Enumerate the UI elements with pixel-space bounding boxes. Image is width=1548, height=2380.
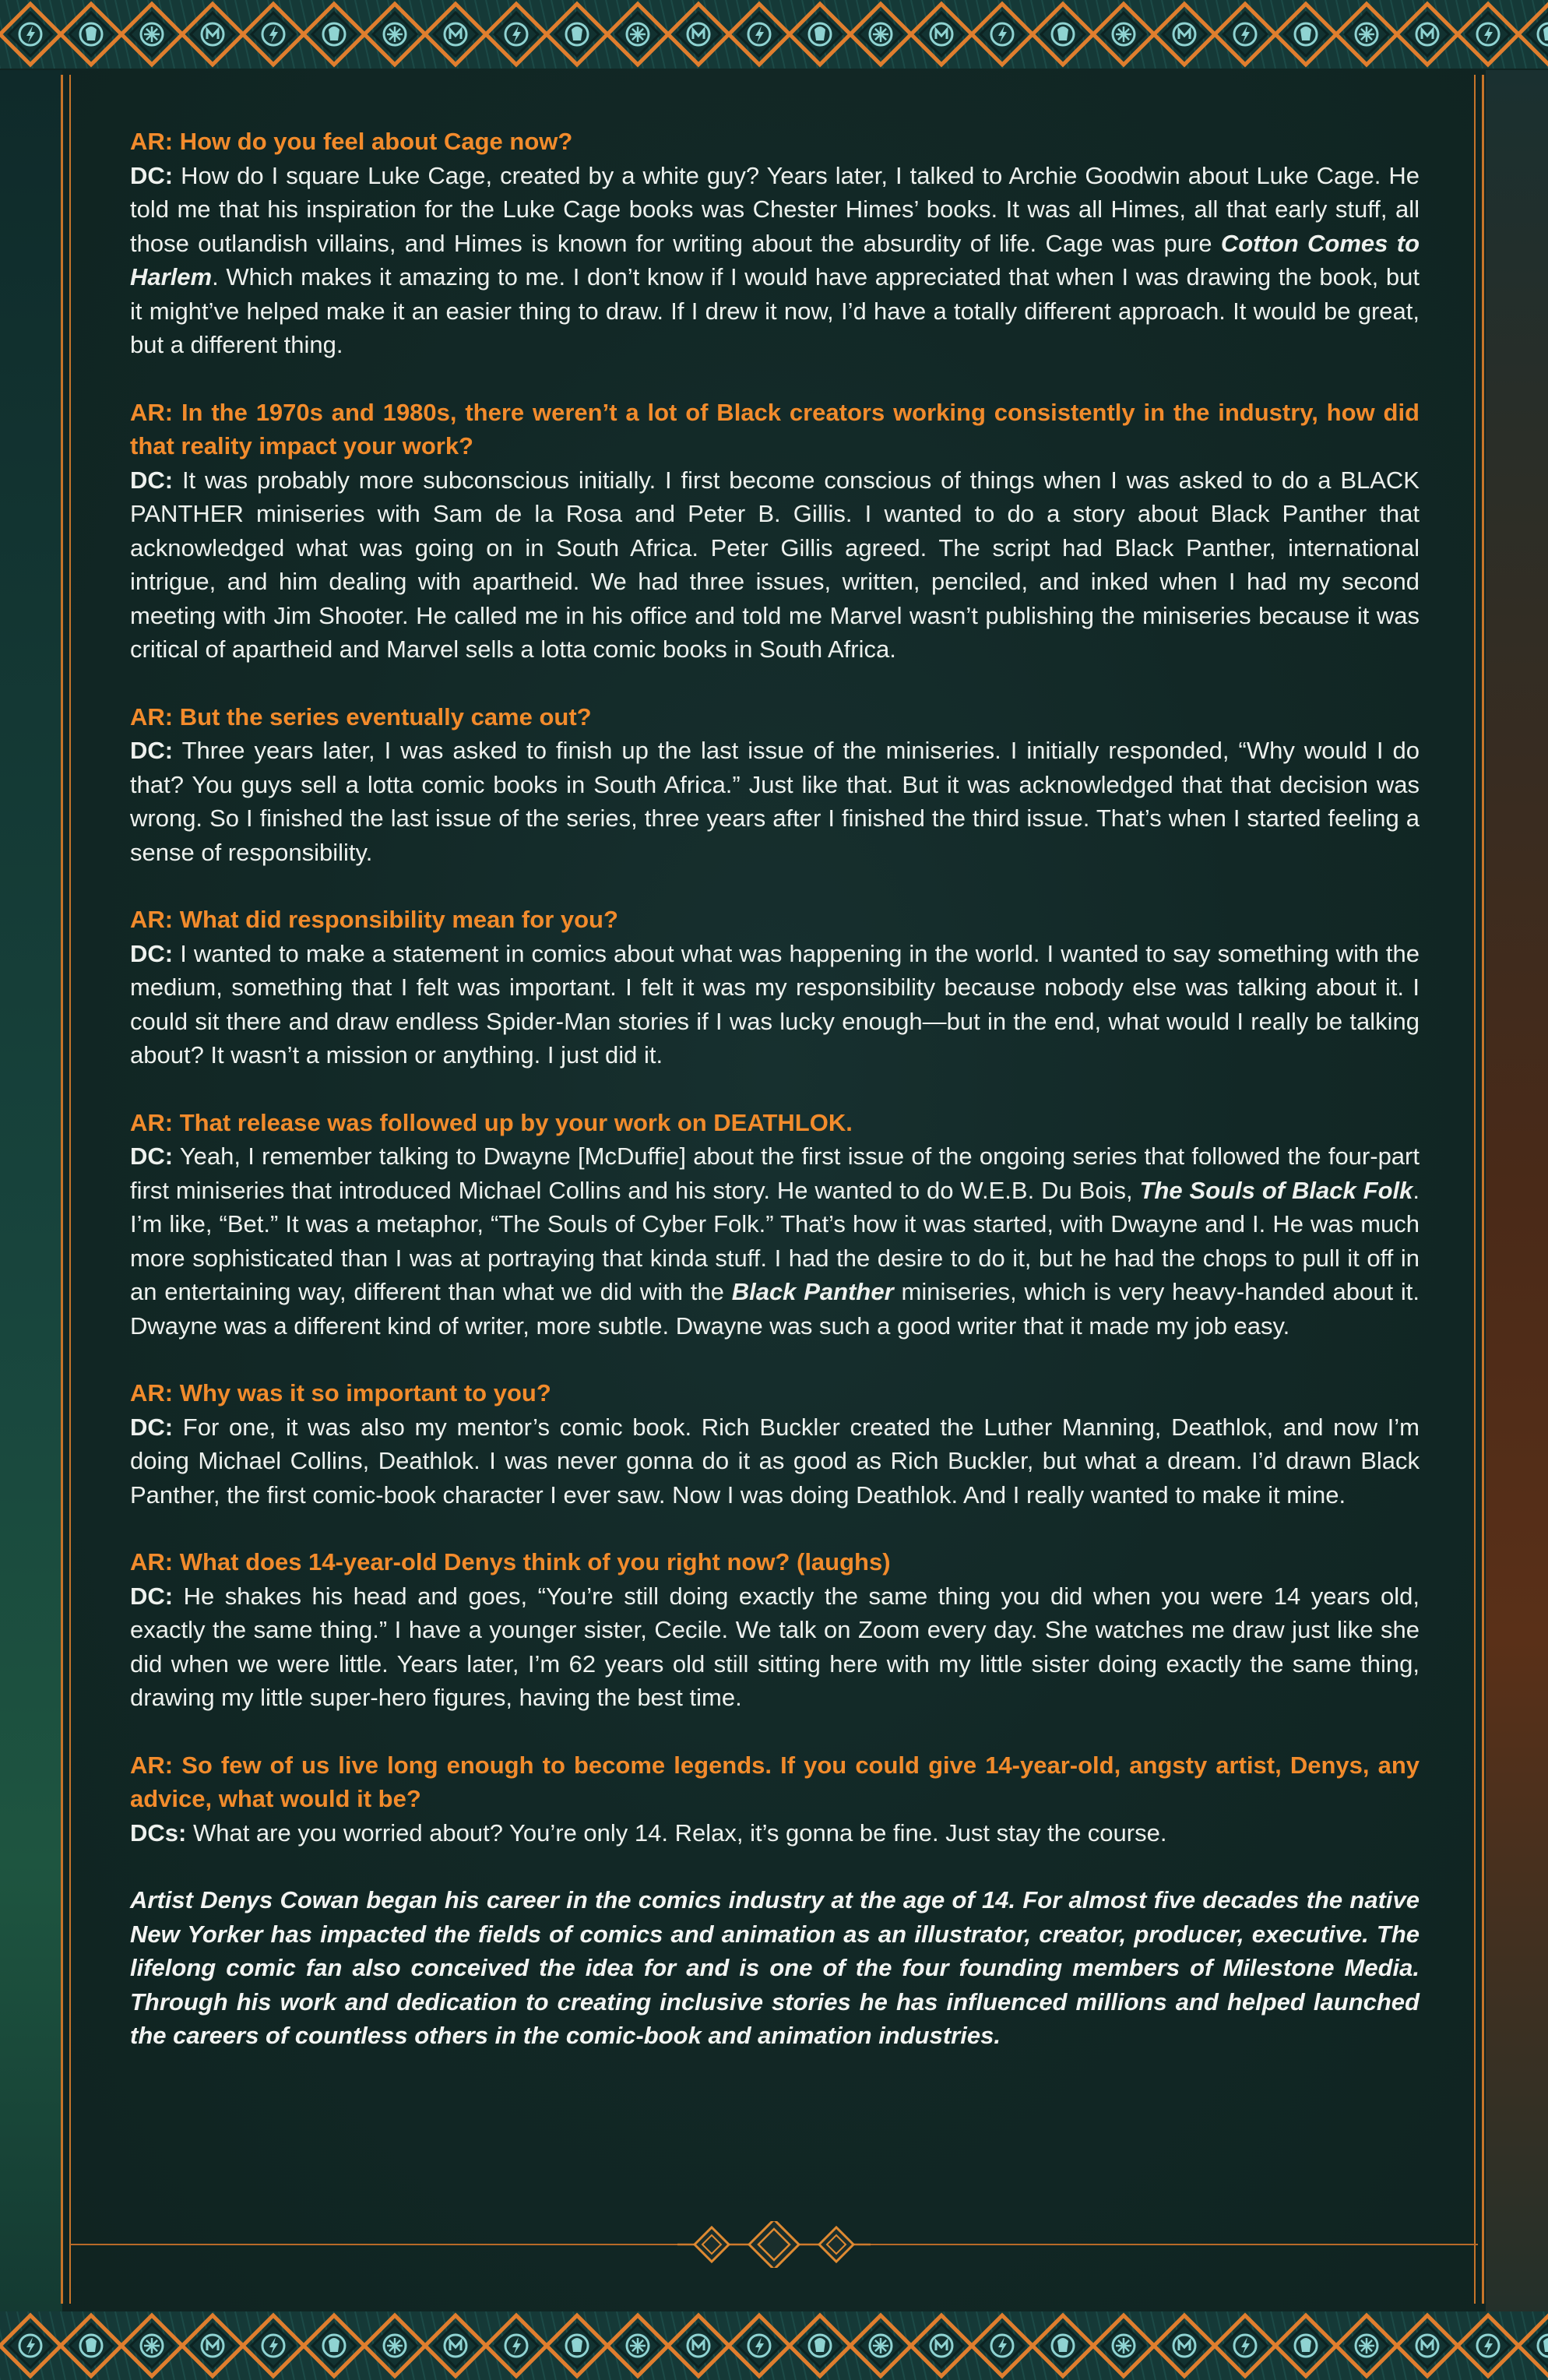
answer-text — [130, 1139, 1420, 1343]
qa-block — [130, 125, 1420, 362]
qa-block — [130, 1106, 1420, 1343]
speaker-label: DC: — [130, 1582, 174, 1610]
answer-segment: For one, it was also my mentor’s comic book. Rich Buckler created the Luther Manning, Deathlok, and now I’m doing Michael Collins, Deathlok. I was never gonna do it as good as Rich Buckler, but what a dream. I’d drawn Black Panther, the first comic-book character I ever saw. Now I was doing Deathlok. And I really wanted to make it mine. — [130, 1413, 1420, 1509]
answer-segment: I wanted to make a statement in comics about what was happening in the world. I wanted to say something with the medium, something that I felt was important. I felt it was my responsibility because nobody else was talking about it. I could sit there and draw endless Spider-Man stories if I was lucky enough—but in the end, what would I really be talking about? It wasn’t a mission or anything. I just did it. — [130, 939, 1420, 1069]
question-heading: AR: But the series eventually came out? — [130, 702, 592, 731]
diamond-ornament-right — [819, 2227, 853, 2262]
speaker-label: DC: — [130, 466, 174, 494]
speaker-label: DC: — [130, 1413, 174, 1441]
qa-block — [130, 1376, 1420, 1512]
bottom-decorative-band — [0, 2311, 1548, 2380]
qa-block — [130, 1748, 1420, 1850]
title-italic: Black Panther — [731, 1278, 894, 1305]
author-bio: Artist Denys Cowan began his career in the comics industry at the age of 14. For almost five decades the native New Yorker has impacted the fields of comics and animation as an illustrator, creator, producer, executive. The lifelong comic fan also conceived the idea for and is one of the four founding members of Milestone Media. Through his work and dedication to creating inclusive stories he has influenced millions and helped launched the careers of countless others in the comic-book and animation industries. — [130, 1886, 1420, 2049]
qa-block — [130, 1545, 1420, 1715]
speaker-label: DC: — [130, 737, 174, 764]
answer-segment: . I’m like, “Bet.” It was a metaphor, “The Souls of Cyber Folk.” That’s how it was started, with Dwayne and I. He was much more sophisticated than I was at portraying that kinda stuff. I had the desire to do it, but he had the chops to pull it off in an entertaining way, different than what we did with the — [130, 1176, 1420, 1305]
answer-text — [130, 1410, 1420, 1512]
speaker-label: DC: — [130, 1142, 174, 1170]
interview-body — [130, 125, 1420, 2053]
title-italic: The Souls of Black Folk — [1139, 1176, 1413, 1204]
answer-text — [130, 937, 1420, 1072]
ornamental-divider — [70, 2221, 1478, 2268]
speaker-label: DC: — [130, 939, 174, 967]
question-heading: AR: How do you feel about Cage now? — [130, 128, 573, 155]
question-heading: AR: That release was followed up by your work on DEATHLOK. — [130, 1108, 853, 1136]
qa-list — [130, 125, 1420, 1850]
top-pattern — [0, 0, 1548, 69]
answer-segment: He shakes his head and goes, “You’re still doing exactly the same thing you did when you were 14 years old, exactly the same thing.” I have a younger sister, Cecile. We talk on Zoom every day. She watches me draw just like she did when we were little. Years later, I’m 62 years old still sitting here with my little sister doing exactly the same thing, drawing my little super-hero figures, having the best time. — [130, 1582, 1420, 1711]
answer-text — [130, 1579, 1420, 1715]
left-edge-tint — [0, 70, 62, 2313]
qa-block — [130, 396, 1420, 667]
answer-text — [130, 734, 1420, 869]
diamond-ornament-left — [695, 2227, 729, 2262]
diamond-ornament-center — [749, 2221, 799, 2268]
answer-segment: It was probably more subconscious initially. I first become conscious of things when I was asked to do a BLACK PANTHER miniseries with Sam de la Rosa and Peter B. Gillis. I wanted to do a story about Black Panther that acknowledged what was going on in South Africa. Peter Gillis agreed. The script had Black Panther, international intrigue, and him dealing with apartheid. We had three issues, written, penciled, and inked when I had my second meeting with Jim Shooter. He called me in his office and told me Marvel wasn’t publishing the miniseries because it was critical of apartheid and Marvel sells a lotta comic books in South Africa. — [130, 466, 1420, 663]
answer-segment: Yeah, I remember talking to Dwayne [McDuffie] about the first issue of the ongoing series that followed the four-part first miniseries that introduced Michael Collins and his story. He wanted to do W.E.B. Du Bois, — [130, 1142, 1420, 1204]
answer-text — [130, 1816, 1420, 1850]
qa-block — [130, 903, 1420, 1072]
question-heading: AR: What did responsibility mean for you? — [130, 906, 618, 933]
answer-segment: How do I square Luke Cage, created by a white guy? Years later, I talked to Archie Goodwin about Luke Cage. He told me that his inspiration for the Luke Cage books was Chester Himes’ books. It was all Himes, all that early stuff, all those outlandish villains, and Himes is known for writing about the absurdity of life. Cage was pure — [130, 161, 1420, 257]
answer-segment: . Which makes it amazing to me. I don’t know if I would have appreciated that when I was drawing the book, but it might’ve helped make it an easier thing to draw. If I drew it now, I’d have a totally different approach. It would be great, but a different thing. — [130, 263, 1420, 358]
question-heading: AR: So few of us live long enough to become legends. If you could give 14-year-old, angsty artist, Denys, any advice, what would it be? — [130, 1751, 1420, 1812]
answer-text — [130, 463, 1420, 667]
question-heading: AR: In the 1970s and 1980s, there weren’t a lot of Black creators working consistently in the industry, how did that reality impact your work? — [130, 398, 1420, 459]
top-decorative-band — [0, 0, 1548, 69]
question-heading: AR: Why was it so important to you? — [130, 1379, 551, 1407]
answer-segment: What are you worried about? You’re only 14. Relax, it’s gonna be fine. Just stay the course. — [186, 1818, 1167, 1847]
bottom-pattern — [0, 2311, 1548, 2380]
answer-segment: miniseries, which is very heavy-handed about it. Dwayne was a different kind of writer, more subtle. Dwayne was such a good writer that it made my job easy. — [130, 1278, 1420, 1340]
speaker-label: DCs: — [130, 1818, 187, 1847]
speaker-label: DC: — [130, 161, 174, 189]
answer-text — [130, 159, 1420, 362]
title-italic: Cotton Comes to Harlem — [130, 229, 1420, 290]
right-edge-tint — [1486, 70, 1548, 2313]
answer-segment: Three years later, I was asked to finish up the last issue of the miniseries. I initially responded, “Why would I do that? You guys sell a lotta comic books in South Africa.” Just like that. But it was acknowledged that that decision was wrong. So I finished the last issue of the series, three years after I finished the third issue. That’s when I started feeling a sense of responsibility. — [130, 737, 1420, 866]
qa-block — [130, 700, 1420, 870]
question-heading: AR: What does 14-year-old Denys think of you right now? (laughs) — [130, 1548, 891, 1576]
